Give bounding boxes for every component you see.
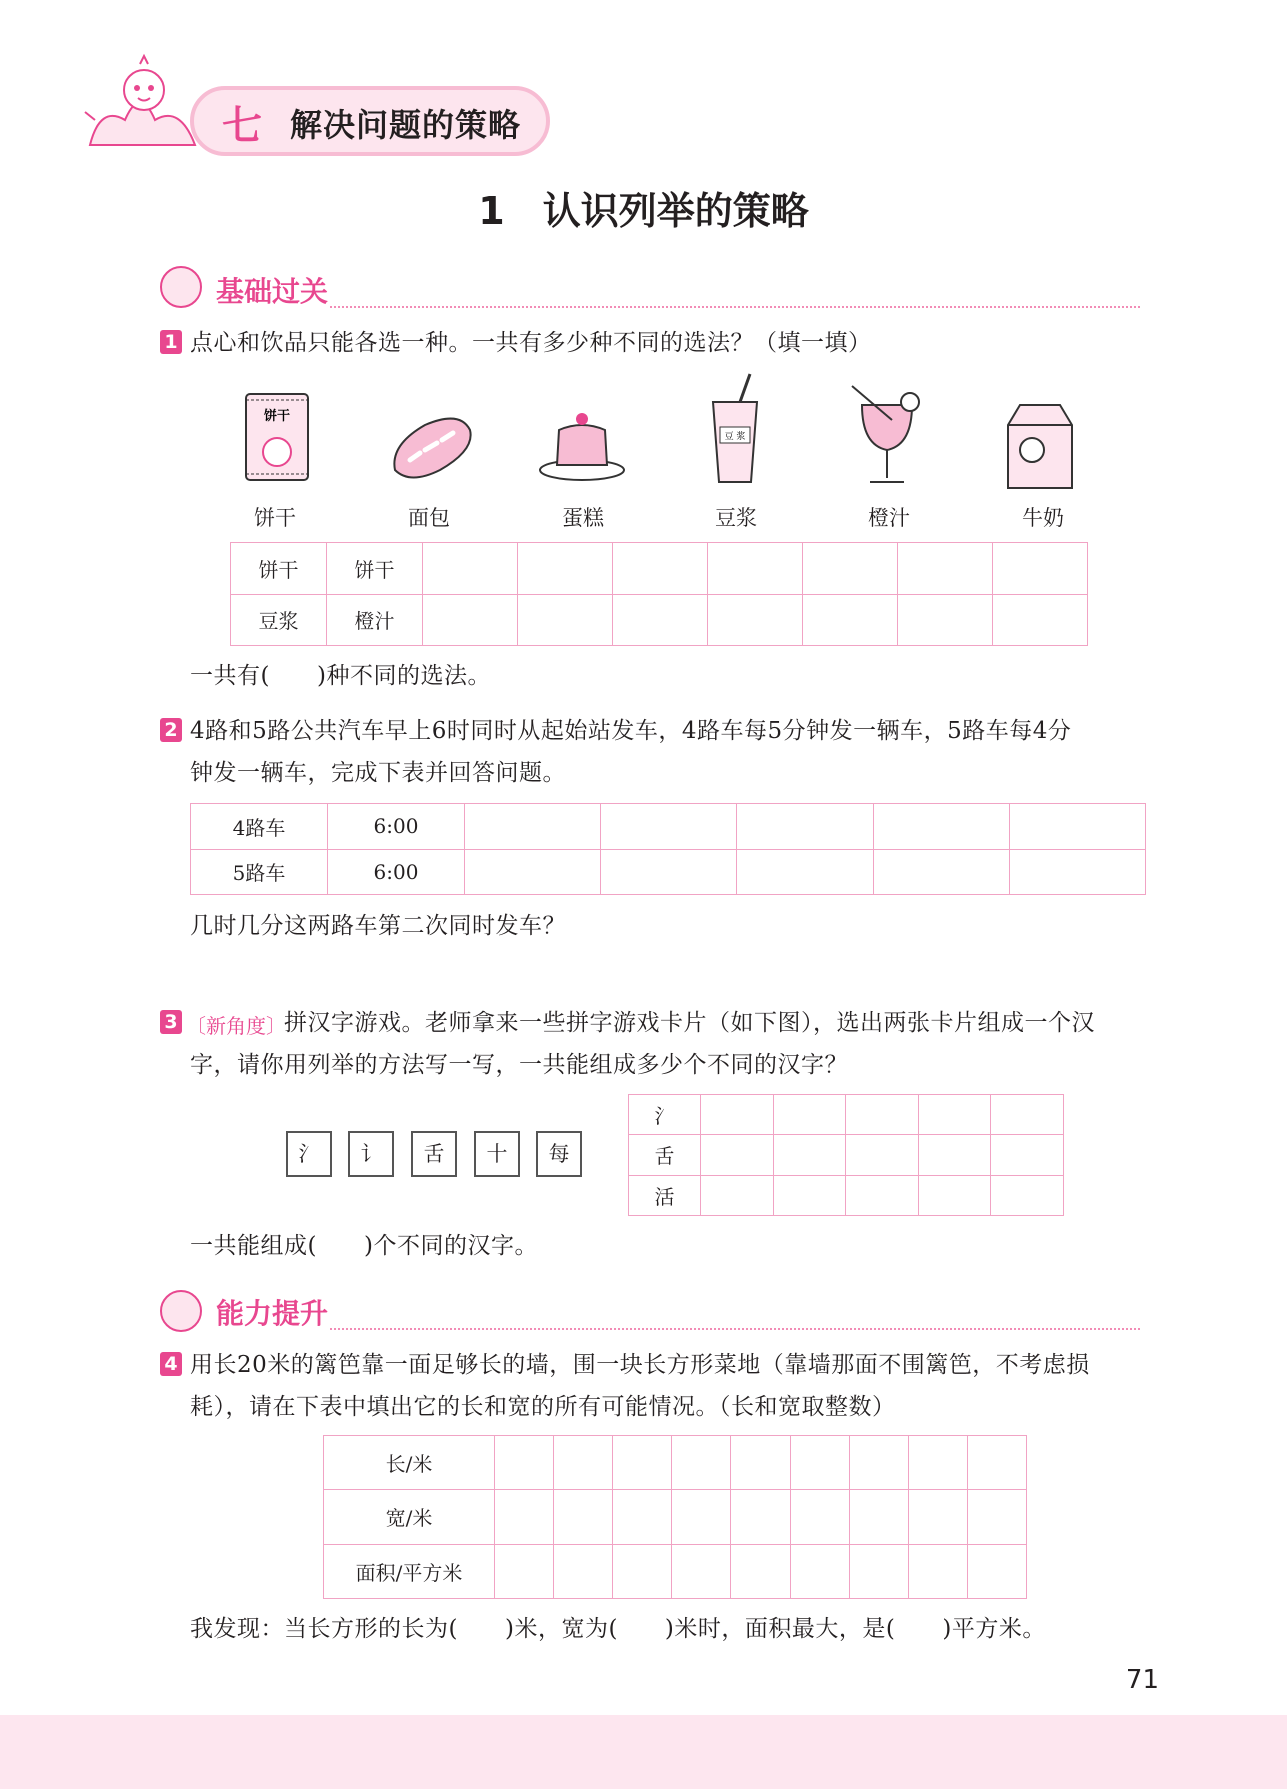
question-number-2: 2 — [160, 718, 182, 742]
answer-cell[interactable] — [737, 849, 873, 895]
q2-text-line1: 4路和5路公共汽车早上6时同时从起始站发车，4路车每5分钟发一辆车，5路车每4分 — [190, 718, 1072, 744]
answer-cell[interactable] — [518, 594, 613, 646]
answer-cell[interactable] — [846, 1095, 919, 1135]
food-label: 橙汁 — [868, 506, 910, 530]
lesson-title: 1 认识列举的策略 — [478, 189, 809, 233]
unit-number: 七 — [222, 103, 262, 149]
table-row — [191, 804, 1146, 850]
q3-text-line2: 字，请你用列举的方法写一写，一共能组成多少个不同的汉字？ — [190, 1052, 848, 1078]
word-card[interactable]: 讠 — [348, 1131, 394, 1177]
answer-cell[interactable] — [873, 849, 1009, 895]
answer-cell[interactable] — [993, 543, 1088, 595]
answer-cell[interactable] — [846, 1135, 919, 1175]
answer-cell[interactable] — [1009, 849, 1145, 895]
answer-cell[interactable] — [803, 594, 898, 646]
answer-cell[interactable] — [701, 1135, 774, 1175]
answer-cell[interactable] — [613, 543, 708, 595]
table-row — [629, 1175, 1064, 1215]
answer-cell[interactable] — [846, 1175, 919, 1215]
page-number: 71 — [1125, 1665, 1159, 1695]
answer-cell[interactable] — [898, 543, 993, 595]
answer-cell[interactable] — [908, 1544, 967, 1598]
answer-cell[interactable] — [601, 804, 737, 850]
answer-cell[interactable] — [849, 1490, 908, 1544]
answer-cell[interactable] — [554, 1490, 613, 1544]
table-cell: 舌 — [629, 1135, 701, 1175]
milk-icon — [1000, 400, 1080, 490]
table-row — [629, 1095, 1064, 1135]
answer-cell[interactable] — [993, 594, 1088, 646]
answer-cell[interactable] — [701, 1095, 774, 1135]
table-cell: 面积/平方米 — [324, 1544, 495, 1598]
table-cell: 橙汁 — [327, 594, 423, 646]
soymilk-icon — [705, 372, 765, 487]
q4-finding: 我发现：当长方形的长为( )米，宽为( )米时，面积最大，是( )平方米。 — [190, 1616, 1046, 1642]
svg-text:豆 浆: 豆 浆 — [724, 432, 746, 442]
answer-cell[interactable] — [967, 1490, 1026, 1544]
table-cell: 5路车 — [191, 849, 328, 895]
table-cell: 6:00 — [328, 849, 465, 895]
answer-cell[interactable] — [601, 849, 737, 895]
answer-cell[interactable] — [918, 1175, 991, 1215]
answer-cell[interactable] — [731, 1490, 790, 1544]
answer-cell[interactable] — [554, 1436, 613, 1490]
q4-text-line2: 耗），请在下表中填出它的长和宽的所有可能情况。（长和宽取整数） — [190, 1394, 896, 1420]
word-card[interactable]: 舌 — [411, 1131, 457, 1177]
answer-cell[interactable] — [849, 1436, 908, 1490]
q2-text-line2: 钟发一辆车，完成下表并回答问题。 — [190, 760, 566, 786]
question-number-4: 4 — [160, 1352, 182, 1376]
footer-band — [0, 1715, 1287, 1789]
table-row — [231, 594, 1088, 646]
answer-cell[interactable] — [967, 1544, 1026, 1598]
new-angle-tag: 〔新角度〕 — [186, 1014, 286, 1038]
answer-cell[interactable] — [773, 1095, 846, 1135]
table-row — [324, 1436, 1027, 1490]
bread-icon — [385, 405, 475, 485]
answer-cell[interactable] — [918, 1135, 991, 1175]
answer-cell[interactable] — [708, 543, 803, 595]
table-row — [324, 1544, 1027, 1598]
section-title-advanced: 能力提升 — [216, 1297, 329, 1330]
food-label: 面包 — [408, 506, 450, 530]
q4-table — [323, 1435, 1027, 1599]
answer-cell[interactable] — [672, 1544, 731, 1598]
table-cell: 长/米 — [324, 1436, 495, 1490]
answer-cell[interactable] — [495, 1436, 554, 1490]
q3-answer: 一共能组成( )个不同的汉字。 — [190, 1233, 538, 1259]
answer-cell[interactable] — [423, 594, 518, 646]
unit-title: 解决问题的策略 — [290, 106, 522, 144]
table-cell: 活 — [629, 1175, 701, 1215]
answer-cell[interactable] — [708, 594, 803, 646]
food-label: 饼干 — [254, 506, 296, 530]
q2-question: 几时几分这两路车第二次同时发车？ — [190, 913, 566, 939]
svg-text:饼干: 饼干 — [263, 409, 291, 424]
q1-answer: 一共有( )种不同的选法。 — [190, 663, 491, 689]
table-cell: 氵 — [629, 1095, 701, 1135]
answer-cell[interactable] — [672, 1436, 731, 1490]
answer-cell[interactable] — [613, 1544, 672, 1598]
q3-table — [628, 1094, 1064, 1216]
table-cell: 饼干 — [231, 543, 327, 595]
food-label: 豆浆 — [715, 506, 757, 530]
answer-cell[interactable] — [465, 849, 601, 895]
question-number-1: 1 — [160, 330, 182, 354]
cake-icon — [537, 405, 627, 485]
section-divider — [330, 1328, 1140, 1330]
mascot-icon — [160, 1290, 202, 1332]
answer-cell[interactable] — [613, 1436, 672, 1490]
answer-cell[interactable] — [849, 1544, 908, 1598]
answer-cell[interactable] — [991, 1135, 1064, 1175]
word-card[interactable]: 每 — [536, 1131, 582, 1177]
table-row — [231, 543, 1088, 595]
answer-cell[interactable] — [991, 1175, 1064, 1215]
answer-cell[interactable] — [613, 594, 708, 646]
answer-cell[interactable] — [967, 1436, 1026, 1490]
answer-cell[interactable] — [898, 594, 993, 646]
answer-cell[interactable] — [731, 1544, 790, 1598]
q4-text-line1: 用长20米的篱笆靠一面足够长的墙，围一块长方形菜地（靠墙那面不围篱笆，不考虑损 — [190, 1352, 1090, 1378]
answer-cell[interactable] — [790, 1544, 849, 1598]
word-card[interactable]: 氵 — [286, 1131, 332, 1177]
food-label: 牛奶 — [1022, 506, 1064, 530]
answer-cell[interactable] — [908, 1490, 967, 1544]
answer-cell[interactable] — [465, 804, 601, 850]
table-row — [191, 849, 1146, 895]
table-cell: 饼干 — [327, 543, 423, 595]
q3-text-line1: 拼汉字游戏。老师拿来一些拼字游戏卡片（如下图），选出两张卡片组成一个汉 — [284, 1010, 1095, 1036]
table-row — [629, 1135, 1064, 1175]
section-title-basic: 基础过关 — [216, 275, 329, 308]
answer-cell[interactable] — [908, 1436, 967, 1490]
table-cell: 6:00 — [328, 804, 465, 850]
answer-cell[interactable] — [773, 1135, 846, 1175]
answer-cell[interactable] — [518, 543, 613, 595]
answer-cell[interactable] — [495, 1544, 554, 1598]
mascot-crown-icon — [80, 50, 210, 160]
answer-cell[interactable] — [790, 1490, 849, 1544]
answer-cell[interactable] — [1009, 804, 1145, 850]
q1-table — [230, 542, 1088, 646]
table-row — [324, 1490, 1027, 1544]
answer-cell[interactable] — [773, 1175, 846, 1215]
q2-table — [190, 803, 1146, 895]
table-cell: 豆浆 — [231, 594, 327, 646]
answer-cell[interactable] — [803, 543, 898, 595]
answer-cell[interactable] — [873, 804, 1009, 850]
answer-cell[interactable] — [790, 1436, 849, 1490]
q1-text: 点心和饮品只能各选一种。一共有多少种不同的选法？（填一填） — [190, 330, 872, 356]
answer-cell[interactable] — [918, 1095, 991, 1135]
mascot-icon — [160, 266, 202, 308]
orange-juice-icon — [842, 380, 932, 490]
answer-cell[interactable] — [613, 1490, 672, 1544]
word-card[interactable]: 十 — [474, 1131, 520, 1177]
question-number-3: 3 — [160, 1010, 182, 1034]
answer-cell[interactable] — [423, 543, 518, 595]
answer-cell[interactable] — [991, 1095, 1064, 1135]
answer-cell[interactable] — [672, 1490, 731, 1544]
answer-cell[interactable] — [701, 1175, 774, 1215]
answer-cell[interactable] — [731, 1436, 790, 1490]
biscuit-icon — [242, 390, 312, 485]
answer-cell[interactable] — [554, 1544, 613, 1598]
answer-cell[interactable] — [737, 804, 873, 850]
answer-cell[interactable] — [495, 1490, 554, 1544]
section-divider — [330, 306, 1140, 308]
food-label: 蛋糕 — [562, 506, 604, 530]
table-cell: 宽/米 — [324, 1490, 495, 1544]
table-cell: 4路车 — [191, 804, 328, 850]
